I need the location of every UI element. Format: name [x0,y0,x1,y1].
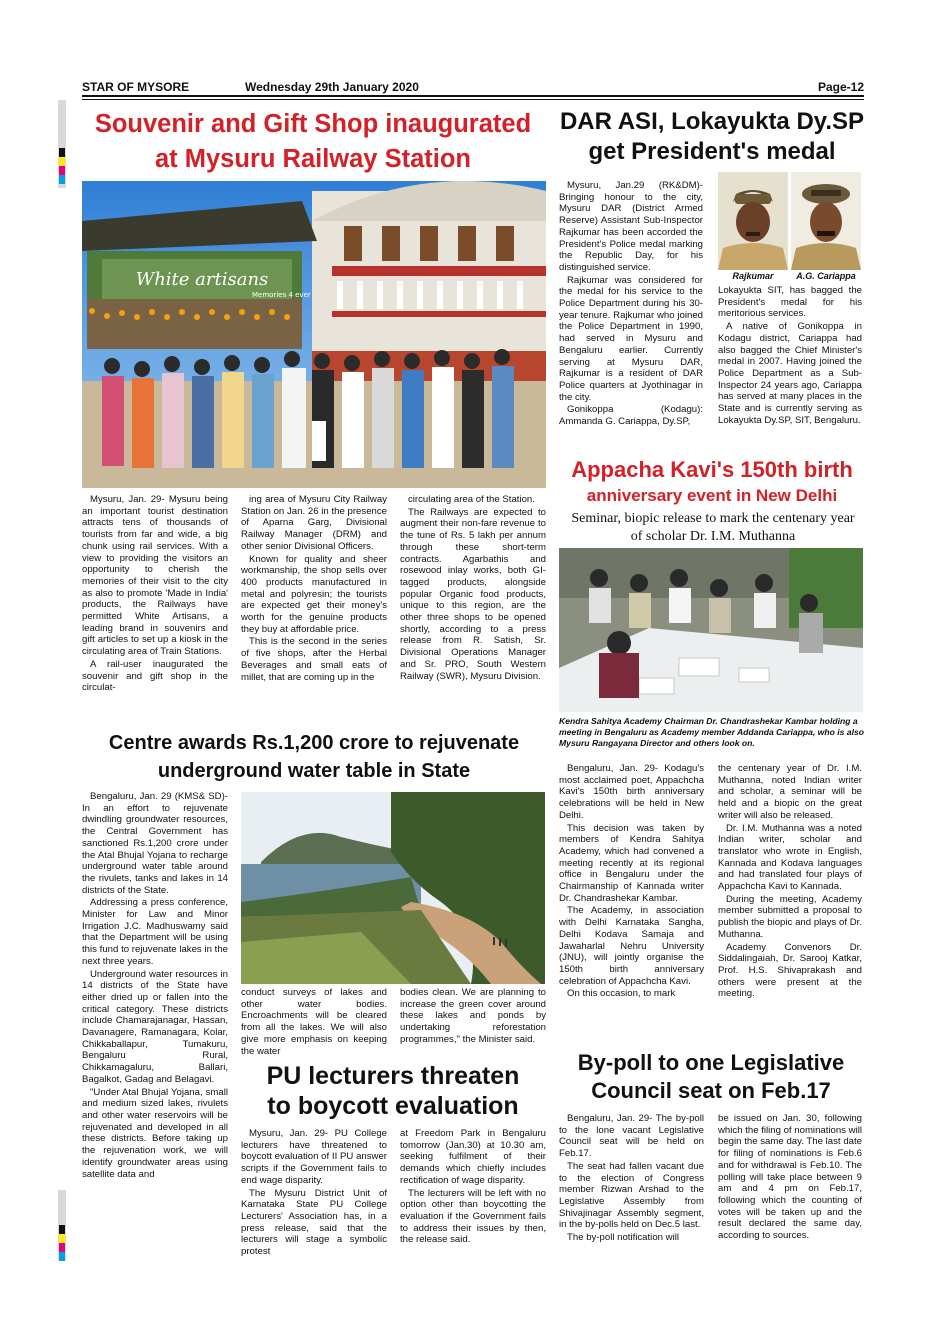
story1-col3-p1: circulating area of the Station. [408,494,535,505]
story1-col2-p2: Known for quality and sheer workmanship, the shop sells over 400 products manufactured in metal and polyresin; the tourists are expected get their money's worth for the genuine products they buy at affordable price. [241,553,387,635]
story4-headline-line2: underground water table in State [157,760,471,782]
story6-headline [556,1049,866,1105]
story2-col1-p2: Rajkumar was considered for the medal for his service to the Police Department during his 30-year tenure. Rajkumar who joined the Police Department in 1990, had served in Mysuru and Bengaluru earlier. Currently serving at Mysuru DAR, Rajkumar is a resident of DAR Police quarters at Jyothinagar in the city. [559,274,703,403]
cariappa-photo [791,172,861,270]
story3-col2-p1: the centenary year of Dr. I.M. Muthanna, noted Indian writer and scholar, a seminar will be held and a biopic on the great writer will also be released. [718,763,862,821]
header-rule [82,95,864,97]
story3-col1-p1: Bengaluru, Jan. 29- Kodagu's most acclaimed poet, Appachcha Kavi's 150th birth anniversary celebrations will be held in New Delhi. [559,763,704,821]
story6-col1-p2: The seat had fallen vacant due to the election of Congress member Rizwan Arshad to the Legislative Assembly from Shivajinagar Assembly segment, in the by-polls held on Dec.5 last. [559,1160,704,1231]
story3-subhead: Seminar, biopic release to mark the centenary year of scholar Dr. I.M. Muthanna [571,511,855,544]
story1-col3 [400,494,546,683]
header-rule-thin [82,99,864,100]
story1-headline [78,107,548,177]
story3-headline [556,455,868,507]
story2-col1-p3: Gonikoppa (Kodagu): Ammanda G. Cariappa, Dy.SP, [559,404,703,428]
rajkumar-portrait [718,172,788,270]
story1-col1 [82,494,228,695]
story1-col3-p2: The Railways are expected to augment their non-fare revenue to the tune of Rs. 5 lakh per annum through these short-term contracts. Agarbathis and rosewood inlay works, both GI-tagged products, alongside popular Organic food products, unique to this region, are the other three shops to be opened shortly, according to a press release from R. Satish, Sr. Divisional Operations Manager and Sr. PRO, South Western Railway (SWR), Mysuru Division. [400,506,546,682]
story4-col2 [241,987,387,1058]
story5-headline [238,1061,548,1121]
story5-col1-p2: The Mysuru District Unit of Karnataka State PU College Lecturers' Association has, in a press release, said that the lecturers will stage a symbolic protest [241,1187,387,1258]
cariappa-label: A.G. Cariappa [796,271,856,281]
story5-col2-p2: The lecturers will be left with no option other than boycotting the evaluation if the Government fails to address their issues by then, the release said. [400,1187,546,1246]
story1-col1-p2: A rail-user inaugurated the souvenir and gift shop in the circulat- [82,658,228,694]
story3-headline-line1: Appacha Kavi's 150th birth [571,457,853,482]
story1-col2-p1: ing area of Mysuru City Railway Station on Jan. 26 in the presence of Aparna Garg, Divisional Railway Manager (DRM) and other senior Divisional Officers. [241,494,387,552]
story3-col1-p4: On this occasion, to mark [567,988,676,1000]
story2-headline-line2: get President's medal [588,138,836,165]
story5-col2-p1: at Freedom Park in Bengaluru tomorrow (Jan.30) at 10.30 am, seeking fulfilment of their demands which chiefly includes rectification of wage disparity. [400,1128,546,1186]
story3-col2-p2: Dr. I.M. Muthanna was a noted Indian writer, scholar and translator who wrote in English, Kannada and Kodava languages and had translated four plays of Appachcha Kavi to Kannada. [718,822,862,893]
story4-col2-p1: conduct surveys of lakes and other water bodies. Encroachments will be cleared from all the lakes. We will also give more emphasis on keeping the water [241,987,387,1057]
story2-headline [556,107,868,167]
story2-col2-p1: Lokayukta SIT, has bagged the President's medal for his meritorious services. [718,285,862,320]
rajkumar-photo [718,172,788,270]
story2-col1 [559,180,703,429]
story3-col1-p3: The Academy, in association with Delhi Karnataka Sangha, Delhi Kodava Samaja and Jawaharlal Nehru University (JNU), will jointly organise the 150th birth anniversary celebration of Appachcha Kavi. [559,905,704,987]
meeting-illustration [559,548,863,712]
lake-illustration [241,792,545,984]
color-registration-marks-bottom [59,1225,65,1261]
cariappa-portrait [791,172,861,270]
story6-headline-line2: Council seat on Feb.17 [591,1078,831,1103]
story4-col1-p1: Bengaluru, Jan. 29 (KMS& SD)- In an effort to rejuvenate dwindling groundwater resources, the Central Government has sanctioned Rs.1,200 crore under the Atal Bhujal Yojana to recharge underground water table around the rivulets, tanks and lakes in 14 districts of the State. [82,791,228,896]
story2-col2 [718,285,862,427]
story5-col2 [400,1128,546,1247]
story4-col3 [400,987,546,1047]
railway-shop-photo-illustration [82,181,546,488]
story4-col1-p3: Underground water resources in 14 districts of the State have either dried up or fallen into the critical category. These districts include Chamarajanagar, Hassan, Davanagere, Ramanagara, Kolar, Chikkaballapur, Tumakuru, Bengaluru Rural, Chikkamagaluru, Ballari, Bagalkot, Gadag and Belagavi. [82,968,228,1085]
photo-sign-text: White artisans [135,269,269,290]
story3-col2-p4: Academy Convenors Dr. Siddalingaiah, Dr. Sarooj Katkar, Prof. H.S. Shivaprakash and others were present at the meeting. [718,941,862,1000]
story4-headline-line1: Centre awards Rs.1,200 crore to rejuvenate [108,732,520,754]
story5-headline-line2: to boycott evaluation [267,1092,519,1120]
story3-col1 [559,763,704,1001]
story5-col1-p1: Mysuru, Jan. 29- PU College lecturers have threatened to boycott evaluation of II PU answer scripts if the Government fails to end wage disparity. [241,1128,387,1186]
story3-col2-p3: During the meeting, Academy member submitted a proposal to publish the biopic and plays of Dr. Muthanna. [718,893,862,940]
story6-col2-p1: be issued on Jan. 30, following which the filing of nominations will begin the same day. The last date for filing of nominations is Feb.6 and for withdrawal is Feb.10. The polling will take place between 9 am and 4 pm on Feb.17, following which the counting of votes will be taken up and the result declared the same day, according to sources. [718,1113,862,1242]
story4-col1 [82,791,228,1181]
photo-sign-sub: Memories 4 ever [252,291,311,299]
page-header [82,78,864,94]
story3-col2 [718,763,862,1001]
story1-headline-line2: at Mysuru Railway Station [155,145,471,173]
story2-headline-line1: DAR ASI, Lokayukta Dy.SP [559,108,865,135]
story6-col1 [559,1113,704,1245]
story2-col1-p1: Mysuru, Jan.29 (RK&DM)- Bringing honour to the city, Mysuru DAR (District Armed Reserve) Assistant Sub-Inspector Rajkumar has been accorded the President's Police medal marking the Republic Day, for his distinguished service. [559,180,703,273]
rajkumar-label: Rajkumar [732,271,774,281]
story1-headline-line1: Souvenir and Gift Shop inaugurated [94,110,532,138]
story6-col1-p3: The by-poll notification will [567,1232,679,1244]
story1-col1-p1: Mysuru, Jan. 29- Mysuru being an important tourist destination attracts tens of thousands of tourists from far and wide, a big chunk using rail services. With a view to providing the visitors an opportunity to cherish the memories of their visit to the city as also to promote 'Made in India' products, the Railways have permitted White Artisans, a leading brand in souvenirs and gift articles to set up a kiosk in the circulating area of Train Stations. [82,494,228,658]
story4-col3-p1: bodies clean. We are planning to increase the green cover around these lakes and ponds by undertaking reforestation programmes," the Minister said. [400,987,546,1045]
story3-headline-line2: anniversary event in New Delhi [586,486,838,505]
story6-headline-line1: By-poll to one Legislative [577,1050,845,1075]
page-number: Page-12 [817,80,864,94]
academy-meeting-photo [559,548,863,712]
story6-col1-p1: Bengaluru, Jan. 29- The by-poll to the lone vacant Legislative Council seat will be held on Feb.17. [559,1113,704,1160]
story6-col2 [718,1113,862,1243]
story3-caption: Kendra Sahitya Academy Chairman Dr. Chandrashekar Kambar holding a meeting in Bengaluru as Academy member Addanda Cariappa, who is also Mysuru Rangayana Director and others look on. [559,716,864,748]
story5-col1 [241,1128,387,1259]
story3-col1-p2: This decision was taken by members of Kendra Sahitya Academy, which had convened a meeting recently at its regional office in Bengaluru under the Chairmanship of Kannada writer Dr. Chandrashekar Kambar. [559,822,704,904]
story4-headline [78,729,550,785]
story1-col2 [241,494,387,684]
story1-col2-p3: This is the second in the series of five shops, after the Herbal Beverages and small eats of millet, that are coming up in the [241,636,387,683]
issue-date: Wednesday 29th January 2020 [245,80,419,94]
story2-col2-p2: A native of Gonikoppa in Kodagu district, Cariappa had also bagged the Chief Minister's medal in 2007. Having joined the Police Department as a Sub-Inspector 24 years ago, Cariappa has served at many places in the State and is currently serving as Lokayukta Dy.SP, SIT, Bengaluru. [718,321,862,426]
lake-photo [241,792,545,984]
story4-col1-p4: "Under Atal Bhujal Yojana, small and medium sized lakes, rivulets and other water reservoirs will be rejuvenated and developed in all these districts. Before taking up the rejuvenation work, we will identify groundwater areas using satellite data and [82,1086,228,1180]
story5-headline-line1: PU lecturers threaten [266,1062,520,1090]
railway-shop-photo [82,181,546,488]
color-registration-marks-top [59,148,65,184]
paper-name: STAR OF MYSORE [82,80,190,94]
story4-col1-p2: Addressing a press conference, Minister for Law and Minor Irrigation J.C. Madhuswamy said that the Department will be using this fund to rejuvenate lakes in the next three years. [82,897,228,967]
